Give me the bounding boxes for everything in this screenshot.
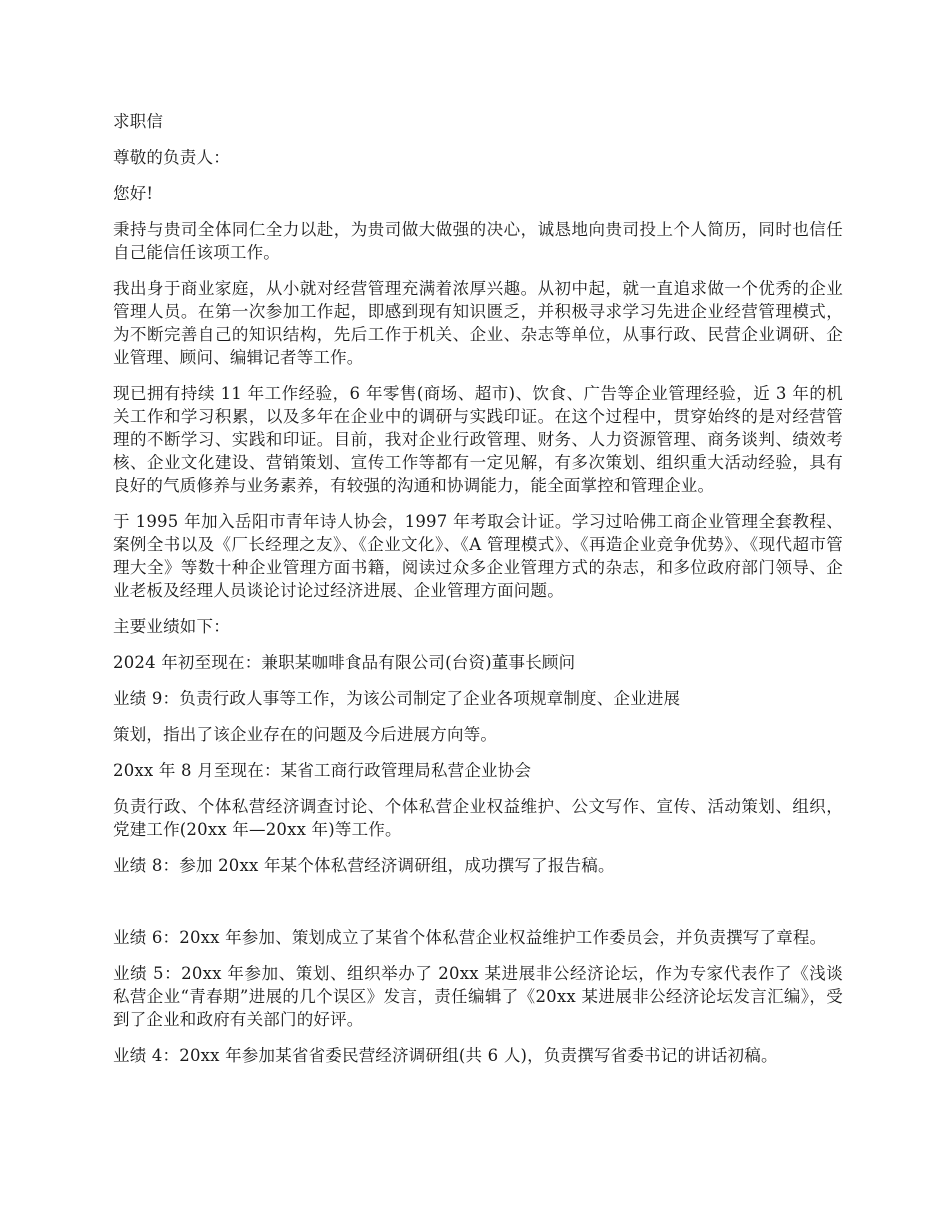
paragraph: 策划，指出了该企业存在的问题及今后进展方向等。 [113, 725, 498, 744]
paragraph: 业绩 8：参加 20xx 年某个体私营经济调研组，成功撰写了报告稿。 [113, 856, 615, 875]
document-title: 求职信 [113, 112, 164, 131]
paragraph: 秉持与贵司全体同仁全力以赴，为贵司做大做强的决心，诚恳地向贵司投上个人简历，同时也信任自己能信任该项工作。 [113, 220, 843, 262]
section-heading: 主要业绩如下： [113, 617, 230, 636]
paragraph: 20xx 年 8 月至现在：某省工商行政管理局私营企业协会 [113, 761, 532, 780]
paragraph: 于 1995 年加入岳阳市青年诗人协会，1997 年考取会计证。学习过哈佛工商企业管理全套教程、案例全书以及《厂长经理之友》、《企业文化》、《A 管理模式》、《再造企业竞争优势》、《现代超市管理大全》等数十种企业管理方面书籍，阅读过众多企业管理方式的杂志，和多位政府部门领导、企业老板及经理人员谈论讨论过经济进展、企业管理方面问题。 [113, 512, 843, 600]
paragraph: 业绩 4：20xx 年参加某省省委民营经济调研组(共 6 人)，负责撰写省委书记的讲话初稿。 [113, 1046, 778, 1065]
paragraph: 业绩 6：20xx 年参加、策划成立了某省个体私营企业权益维护工作委员会，并负责撰写了章程。 [113, 928, 827, 947]
paragraph: 现已拥有持续 11 年工作经验，6 年零售(商场、超市)、饮食、广告等企业管理经验，近 3 年的机关工作和学习积累，以及多年在企业中的调研与实践印证。在这个过程中，贯穿始终的是对经营管理的不断学习、实践和印证。目前，我对企业行政管理、财务、人力资源管理、商务谈判、绩效考核、企业文化建设、营销策划、宣传工作等都有一定见解，有多次策划、组织重大活动经验，具有良好的气质修养与业务素养，有较强的沟通和协调能力，能全面掌控和管理企业。 [113, 384, 843, 495]
salutation: 尊敬的负责人： [113, 148, 230, 167]
paragraph: 负责行政、个体私营经济调查讨论、个体私营企业权益维护、公文写作、宣传、活动策划、组织，党建工作(20xx 年—20xx 年)等工作。 [113, 797, 843, 839]
paragraph: 我出身于商业家庭，从小就对经营管理充满着浓厚兴趣。从初中起，就一直追求做一个优秀的企业管理人员。在第一次参加工作起，即感到现有知识匮乏，并积极寻求学习先进企业经营管理模式，为不断完善自己的知识结构，先后工作于机关、企业、杂志等单位，从事行政、民营企业调研、企业管理、顾问、编辑记者等工作。 [113, 279, 843, 367]
paragraph: 2024 年初至现在：兼职某咖啡食品有限公司(台资)董事长顾问 [113, 653, 576, 672]
paragraph: 业绩 5：20xx 年参加、策划、组织举办了 20xx 某进展非公经济论坛，作为专家代表作了《浅谈私营企业“青春期”进展的几个误区》发言，责任编辑了《20xx 某进展非公经济论坛发言汇编》，受到了企业和政府有关部门的好评。 [113, 964, 843, 1029]
greeting: 您好! [113, 184, 154, 203]
spacer [113, 890, 843, 926]
document-page [113, 110, 843, 1080]
paragraph: 业绩 9：负责行政人事等工作，为该公司制定了企业各项规章制度、企业进展 [113, 689, 681, 708]
